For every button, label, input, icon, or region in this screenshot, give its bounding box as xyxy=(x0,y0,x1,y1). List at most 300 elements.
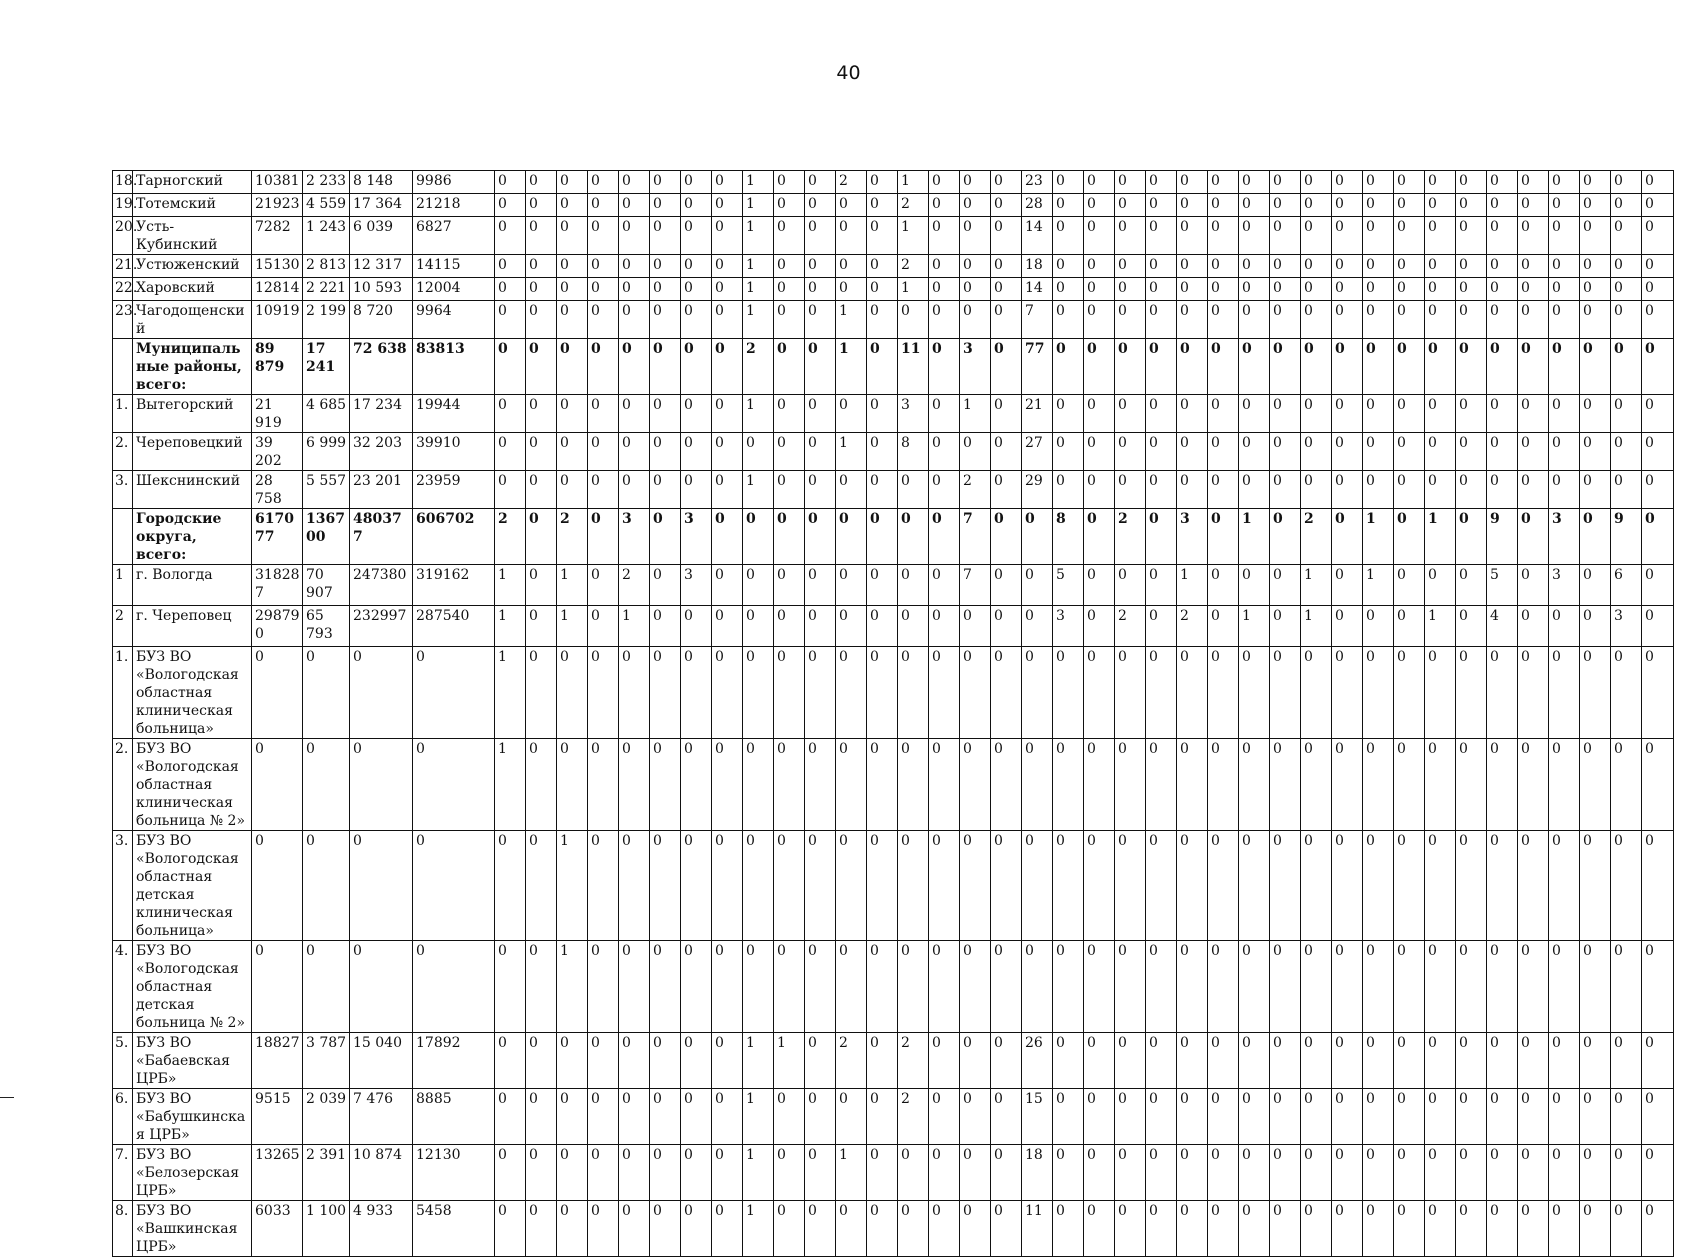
value-cell: 14 xyxy=(1022,217,1053,255)
value-cell: 1 xyxy=(557,831,588,941)
value-cell: 0 xyxy=(1363,1033,1394,1089)
value-cell: 0 xyxy=(1580,339,1611,395)
value-cell: 0 xyxy=(557,339,588,395)
value-cell: 21923 xyxy=(252,194,303,217)
value-cell: 0 xyxy=(526,171,557,194)
table-row xyxy=(113,1145,1674,1201)
value-cell: 0 xyxy=(1146,278,1177,301)
value-cell: 0 xyxy=(929,217,960,255)
value-cell: 0 xyxy=(1394,647,1425,739)
value-cell: 0 xyxy=(1363,1089,1394,1145)
value-cell: 17 364 xyxy=(350,194,413,217)
value-cell: 0 xyxy=(1115,301,1146,339)
value-cell: 0 xyxy=(588,171,619,194)
value-cell: 0 xyxy=(1611,395,1642,433)
value-cell: 0 xyxy=(1642,395,1674,433)
value-cell: 0 xyxy=(1642,278,1674,301)
value-cell: 7 xyxy=(960,509,991,565)
value-cell: 1 xyxy=(743,395,774,433)
value-cell: 0 xyxy=(960,1145,991,1201)
value-cell: 1 xyxy=(743,217,774,255)
value-cell: 0 xyxy=(805,1089,836,1145)
value-cell: 0 xyxy=(1301,1089,1332,1145)
value-cell: 0 xyxy=(1394,509,1425,565)
value-cell: 0 xyxy=(350,739,413,831)
table-row xyxy=(113,194,1674,217)
value-cell: 0 xyxy=(1208,606,1239,647)
value-cell: 2 xyxy=(1301,509,1332,565)
value-cell: 1 xyxy=(1363,509,1394,565)
value-cell: 10 593 xyxy=(350,278,413,301)
value-cell: 0 xyxy=(303,831,350,941)
value-cell: 2 xyxy=(1115,606,1146,647)
value-cell: 0 xyxy=(557,1145,588,1201)
value-cell: 0 xyxy=(712,647,743,739)
value-cell: 232997 xyxy=(350,606,413,647)
value-cell: 0 xyxy=(1115,647,1146,739)
value-cell: 10 874 xyxy=(350,1145,413,1201)
value-cell: 0 xyxy=(1425,1145,1456,1201)
value-cell: 0 xyxy=(1332,171,1363,194)
value-cell: 0 xyxy=(650,171,681,194)
value-cell: 0 xyxy=(898,301,929,339)
table-row xyxy=(113,278,1674,301)
value-cell: 1 xyxy=(1301,606,1332,647)
value-cell: 0 xyxy=(1177,1089,1208,1145)
value-cell: 6 039 xyxy=(350,217,413,255)
value-cell: 0 xyxy=(836,647,867,739)
value-cell: 0 xyxy=(1456,1089,1487,1145)
value-cell: 17 241 xyxy=(303,339,350,395)
value-cell: 9 xyxy=(1487,509,1518,565)
value-cell: 0 xyxy=(867,395,898,433)
row-name-cell: БУЗ ВО «Вологодская областная клиническая больница № 2» xyxy=(133,739,252,831)
value-cell: 0 xyxy=(1239,471,1270,509)
value-cell: 0 xyxy=(1115,433,1146,471)
value-cell: 0 xyxy=(1115,941,1146,1033)
value-cell: 0 xyxy=(960,217,991,255)
value-cell: 2 xyxy=(898,1089,929,1145)
value-cell: 0 xyxy=(1115,171,1146,194)
value-cell: 0 xyxy=(1115,255,1146,278)
value-cell: 0 xyxy=(1580,941,1611,1033)
value-cell: 0 xyxy=(1642,831,1674,941)
value-cell: 0 xyxy=(712,471,743,509)
value-cell: 0 xyxy=(1580,395,1611,433)
value-cell: 0 xyxy=(743,606,774,647)
value-cell: 29 xyxy=(1022,471,1053,509)
value-cell: 0 xyxy=(1425,941,1456,1033)
value-cell: 0 xyxy=(1053,471,1084,509)
value-cell: 3 xyxy=(1549,565,1580,606)
value-cell: 0 xyxy=(1239,278,1270,301)
row-number-cell: 23. xyxy=(113,301,133,339)
value-cell: 0 xyxy=(1301,301,1332,339)
value-cell: 0 xyxy=(774,647,805,739)
value-cell: 0 xyxy=(1053,194,1084,217)
value-cell: 1 xyxy=(743,1201,774,1257)
value-cell: 0 xyxy=(1239,1201,1270,1257)
value-cell: 0 xyxy=(867,831,898,941)
value-cell: 0 xyxy=(1518,433,1549,471)
value-cell: 0 xyxy=(1549,194,1580,217)
value-cell: 1 xyxy=(1425,509,1456,565)
value-cell: 0 xyxy=(1301,255,1332,278)
value-cell: 0 xyxy=(1146,565,1177,606)
value-cell: 0 xyxy=(1394,217,1425,255)
value-cell: 0 xyxy=(1301,471,1332,509)
value-cell: 0 xyxy=(1580,739,1611,831)
table-row xyxy=(113,339,1674,395)
value-cell: 0 xyxy=(712,339,743,395)
value-cell: 0 xyxy=(960,1089,991,1145)
value-cell: 0 xyxy=(1549,1089,1580,1145)
value-cell: 0 xyxy=(1053,278,1084,301)
row-name-cell: БУЗ ВО «Бабаевская ЦРБ» xyxy=(133,1033,252,1089)
value-cell: 0 xyxy=(805,606,836,647)
value-cell: 1 xyxy=(557,565,588,606)
value-cell: 1 xyxy=(960,395,991,433)
value-cell: 0 xyxy=(1363,433,1394,471)
value-cell: 0 xyxy=(929,301,960,339)
value-cell: 0 xyxy=(1642,255,1674,278)
value-cell: 0 xyxy=(681,255,712,278)
row-number-cell: 1. xyxy=(113,395,133,433)
table-row xyxy=(113,217,1674,255)
value-cell: 0 xyxy=(588,301,619,339)
row-name-cell: БУЗ ВО «Вологодская областная детская клиническая больница» xyxy=(133,831,252,941)
value-cell: 0 xyxy=(1239,217,1270,255)
value-cell: 0 xyxy=(1022,565,1053,606)
value-cell: 0 xyxy=(898,565,929,606)
value-cell: 0 xyxy=(526,647,557,739)
row-name-cell: Усть-Кубинский xyxy=(133,217,252,255)
value-cell: 0 xyxy=(1642,647,1674,739)
value-cell: 0 xyxy=(929,278,960,301)
row-name-cell: г. Вологда xyxy=(133,565,252,606)
value-cell: 0 xyxy=(1456,194,1487,217)
value-cell: 0 xyxy=(1425,278,1456,301)
value-cell: 0 xyxy=(650,1145,681,1201)
value-cell: 0 xyxy=(991,565,1022,606)
value-cell: 0 xyxy=(1053,831,1084,941)
value-cell: 28 xyxy=(1022,194,1053,217)
value-cell: 1 243 xyxy=(303,217,350,255)
value-cell: 0 xyxy=(1363,1201,1394,1257)
value-cell: 0 xyxy=(1177,255,1208,278)
value-cell: 23 xyxy=(1022,171,1053,194)
value-cell: 0 xyxy=(1084,509,1115,565)
value-cell: 2 039 xyxy=(303,1089,350,1145)
value-cell: 0 xyxy=(1549,831,1580,941)
value-cell: 2 xyxy=(495,509,526,565)
value-cell: 0 xyxy=(743,941,774,1033)
value-cell: 0 xyxy=(1146,433,1177,471)
value-cell: 0 xyxy=(1301,941,1332,1033)
value-cell: 0 xyxy=(1332,509,1363,565)
value-cell: 0 xyxy=(650,194,681,217)
value-cell: 0 xyxy=(774,194,805,217)
value-cell: 0 xyxy=(1208,194,1239,217)
value-cell: 0 xyxy=(1642,217,1674,255)
value-cell: 0 xyxy=(1270,278,1301,301)
value-cell: 7 476 xyxy=(350,1089,413,1145)
value-cell: 0 xyxy=(1394,1089,1425,1145)
row-name-cell: Харовский xyxy=(133,278,252,301)
value-cell: 0 xyxy=(1425,1201,1456,1257)
value-cell: 1 xyxy=(743,171,774,194)
value-cell: 0 xyxy=(960,606,991,647)
value-cell: 0 xyxy=(1270,1033,1301,1089)
value-cell: 0 xyxy=(929,941,960,1033)
value-cell: 3 xyxy=(619,509,650,565)
value-cell: 0 xyxy=(350,941,413,1033)
value-cell: 0 xyxy=(836,395,867,433)
value-cell: 0 xyxy=(1146,1033,1177,1089)
value-cell: 0 xyxy=(1425,395,1456,433)
value-cell: 0 xyxy=(413,831,495,941)
value-cell: 0 xyxy=(991,739,1022,831)
value-cell: 2 xyxy=(1115,509,1146,565)
value-cell: 0 xyxy=(1053,739,1084,831)
value-cell: 0 xyxy=(1177,831,1208,941)
value-cell: 0 xyxy=(805,1145,836,1201)
value-cell: 0 xyxy=(588,739,619,831)
value-cell: 0 xyxy=(1518,1089,1549,1145)
value-cell: 0 xyxy=(526,1145,557,1201)
value-cell: 0 xyxy=(1270,217,1301,255)
value-cell: 0 xyxy=(712,217,743,255)
value-cell: 0 xyxy=(1518,339,1549,395)
value-cell: 0 xyxy=(836,1201,867,1257)
value-cell: 0 xyxy=(1146,471,1177,509)
value-cell: 0 xyxy=(681,1145,712,1201)
value-cell: 0 xyxy=(929,606,960,647)
value-cell: 0 xyxy=(588,255,619,278)
value-cell: 0 xyxy=(557,1201,588,1257)
value-cell: 0 xyxy=(1332,606,1363,647)
value-cell: 0 xyxy=(991,194,1022,217)
row-number-cell: 6. xyxy=(113,1089,133,1145)
value-cell: 0 xyxy=(1053,1089,1084,1145)
value-cell: 0 xyxy=(1084,831,1115,941)
value-cell: 0 xyxy=(774,739,805,831)
value-cell: 0 xyxy=(867,739,898,831)
value-cell: 0 xyxy=(526,255,557,278)
table-row xyxy=(113,171,1674,194)
value-cell: 0 xyxy=(619,831,650,941)
value-cell: 0 xyxy=(681,395,712,433)
value-cell: 0 xyxy=(1611,1145,1642,1201)
value-cell: 0 xyxy=(1084,647,1115,739)
value-cell: 0 xyxy=(1053,1033,1084,1089)
value-cell: 0 xyxy=(1642,1033,1674,1089)
value-cell: 0 xyxy=(650,395,681,433)
value-cell: 11 xyxy=(1022,1201,1053,1257)
value-cell: 0 xyxy=(1456,217,1487,255)
value-cell: 0 xyxy=(1208,509,1239,565)
value-cell: 23 201 xyxy=(350,471,413,509)
value-cell: 0 xyxy=(1363,171,1394,194)
row-number-cell: 4. xyxy=(113,941,133,1033)
value-cell: 0 xyxy=(1239,395,1270,433)
value-cell: 0 xyxy=(1580,565,1611,606)
value-cell: 0 xyxy=(1208,565,1239,606)
value-cell: 0 xyxy=(1456,433,1487,471)
value-cell: 0 xyxy=(557,739,588,831)
value-cell: 0 xyxy=(1084,301,1115,339)
value-cell: 0 xyxy=(1487,433,1518,471)
value-cell: 0 xyxy=(1332,1201,1363,1257)
value-cell: 0 xyxy=(1115,471,1146,509)
value-cell: 0 xyxy=(929,509,960,565)
value-cell: 0 xyxy=(836,739,867,831)
value-cell: 70 907 xyxy=(303,565,350,606)
value-cell: 136700 xyxy=(303,509,350,565)
value-cell: 0 xyxy=(743,565,774,606)
value-cell: 0 xyxy=(1611,831,1642,941)
value-cell: 0 xyxy=(774,1089,805,1145)
value-cell: 0 xyxy=(1642,301,1674,339)
row-number-cell xyxy=(113,339,133,395)
value-cell: 21 xyxy=(1022,395,1053,433)
value-cell: 0 xyxy=(650,739,681,831)
value-cell: 0 xyxy=(1394,194,1425,217)
value-cell: 7 xyxy=(960,565,991,606)
value-cell: 0 xyxy=(681,194,712,217)
margin-mark xyxy=(0,1097,14,1098)
value-cell: 0 xyxy=(1611,301,1642,339)
value-cell: 0 xyxy=(1363,647,1394,739)
value-cell: 0 xyxy=(836,255,867,278)
row-number-cell: 1. xyxy=(113,647,133,739)
value-cell: 0 xyxy=(1487,255,1518,278)
value-cell: 0 xyxy=(712,1033,743,1089)
value-cell: 0 xyxy=(1301,831,1332,941)
value-cell: 0 xyxy=(991,471,1022,509)
value-cell: 0 xyxy=(836,941,867,1033)
value-cell: 0 xyxy=(1270,509,1301,565)
value-cell: 0 xyxy=(1456,255,1487,278)
value-cell: 15130 xyxy=(252,255,303,278)
value-cell: 0 xyxy=(1301,395,1332,433)
value-cell: 0 xyxy=(1115,831,1146,941)
value-cell: 247380 xyxy=(350,565,413,606)
value-cell: 0 xyxy=(1487,941,1518,1033)
value-cell: 0 xyxy=(1146,339,1177,395)
value-cell: 0 xyxy=(774,255,805,278)
value-cell: 1 xyxy=(836,301,867,339)
value-cell: 0 xyxy=(774,1145,805,1201)
value-cell: 0 xyxy=(991,395,1022,433)
value-cell: 0 xyxy=(1425,1033,1456,1089)
value-cell: 0 xyxy=(929,194,960,217)
value-cell: 0 xyxy=(1642,471,1674,509)
value-cell: 0 xyxy=(867,647,898,739)
value-cell: 0 xyxy=(588,941,619,1033)
value-cell: 0 xyxy=(805,739,836,831)
value-cell: 0 xyxy=(1456,941,1487,1033)
value-cell: 0 xyxy=(929,255,960,278)
value-cell: 0 xyxy=(898,509,929,565)
value-cell: 0 xyxy=(712,739,743,831)
value-cell: 0 xyxy=(867,471,898,509)
value-cell: 0 xyxy=(774,301,805,339)
value-cell: 0 xyxy=(588,339,619,395)
value-cell: 0 xyxy=(836,831,867,941)
value-cell: 0 xyxy=(1518,255,1549,278)
value-cell: 0 xyxy=(1084,1201,1115,1257)
value-cell: 0 xyxy=(712,301,743,339)
value-cell: 0 xyxy=(1146,606,1177,647)
value-cell: 0 xyxy=(1611,471,1642,509)
value-cell: 0 xyxy=(1239,171,1270,194)
value-cell: 0 xyxy=(1115,739,1146,831)
value-cell: 0 xyxy=(1146,941,1177,1033)
value-cell: 0 xyxy=(557,1033,588,1089)
value-cell: 0 xyxy=(1146,1201,1177,1257)
value-cell: 0 xyxy=(743,739,774,831)
value-cell: 0 xyxy=(1487,194,1518,217)
value-cell: 0 xyxy=(774,217,805,255)
value-cell: 0 xyxy=(1053,433,1084,471)
value-cell: 0 xyxy=(557,301,588,339)
value-cell: 0 xyxy=(1022,739,1053,831)
row-name-cell: Череповецкий xyxy=(133,433,252,471)
row-number-cell: 3. xyxy=(113,831,133,941)
value-cell: 0 xyxy=(1301,1145,1332,1201)
value-cell: 0 xyxy=(1301,217,1332,255)
value-cell: 0 xyxy=(1270,1201,1301,1257)
value-cell: 83813 xyxy=(413,339,495,395)
value-cell: 12 317 xyxy=(350,255,413,278)
value-cell: 0 xyxy=(495,171,526,194)
value-cell: 0 xyxy=(650,831,681,941)
value-cell: 0 xyxy=(960,278,991,301)
row-name-cell: Городские округа, всего: xyxy=(133,509,252,565)
value-cell: 6 xyxy=(1611,565,1642,606)
value-cell: 0 xyxy=(960,739,991,831)
value-cell: 2 xyxy=(557,509,588,565)
value-cell: 0 xyxy=(712,171,743,194)
value-cell: 0 xyxy=(1146,739,1177,831)
value-cell: 10919 xyxy=(252,301,303,339)
value-cell: 0 xyxy=(1363,941,1394,1033)
value-cell: 0 xyxy=(588,1089,619,1145)
value-cell: 0 xyxy=(712,831,743,941)
value-cell: 0 xyxy=(929,831,960,941)
value-cell: 0 xyxy=(1332,941,1363,1033)
value-cell: 0 xyxy=(991,509,1022,565)
value-cell: 287540 xyxy=(413,606,495,647)
row-name-cell: Устюженский xyxy=(133,255,252,278)
value-cell: 21 919 xyxy=(252,395,303,433)
value-cell: 0 xyxy=(712,433,743,471)
value-cell: 0 xyxy=(1115,395,1146,433)
value-cell: 0 xyxy=(619,941,650,1033)
value-cell: 3 xyxy=(681,509,712,565)
value-cell: 0 xyxy=(1208,941,1239,1033)
value-cell: 8 xyxy=(898,433,929,471)
value-cell: 0 xyxy=(991,606,1022,647)
value-cell: 0 xyxy=(1301,1033,1332,1089)
value-cell: 0 xyxy=(681,1201,712,1257)
value-cell: 0 xyxy=(526,194,557,217)
value-cell: 0 xyxy=(619,1201,650,1257)
value-cell: 0 xyxy=(495,433,526,471)
value-cell: 8 xyxy=(1053,509,1084,565)
value-cell: 0 xyxy=(991,941,1022,1033)
